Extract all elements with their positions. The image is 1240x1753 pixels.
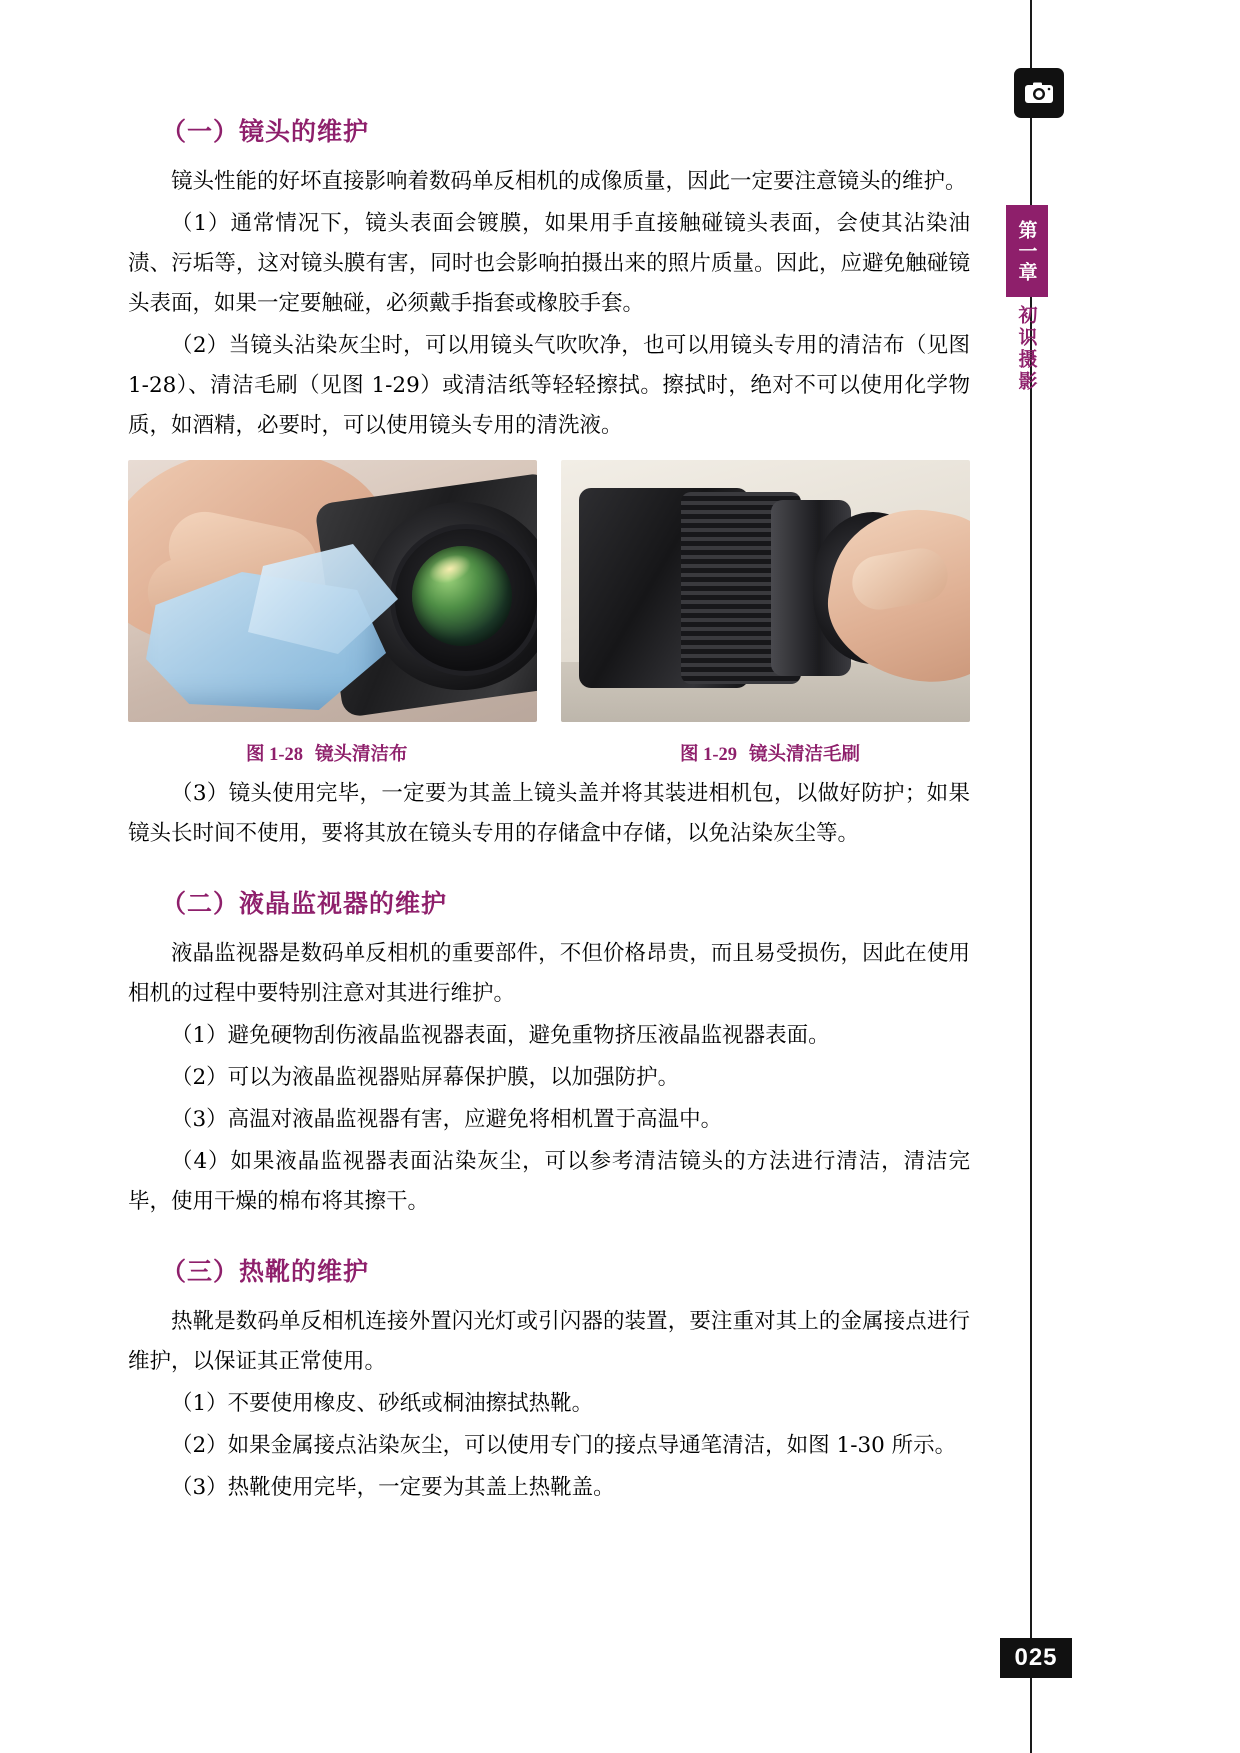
figure-number: 图 1-28 bbox=[246, 745, 304, 765]
chapter-subtitle bbox=[1006, 305, 1048, 393]
figure-caption-1-28 bbox=[246, 740, 408, 766]
chapter-subtitle-label: 初识摄影 bbox=[1015, 305, 1038, 393]
page-number: 025 bbox=[1000, 1638, 1072, 1678]
figure-row bbox=[128, 460, 970, 730]
paragraph: （1）通常情况下，镜头表面会镀膜，如果用手直接触碰镜头表面，会使其沾染油渍、污垢等，这对镜头膜有害，同时也会影响拍摄出来的照片质量。因此，应避免触碰镜头表面，如果一定要触碰，必须戴手指套或橡胶手套。 bbox=[128, 211, 970, 316]
section-heading-two: （二）液晶监视器的维护 bbox=[161, 889, 448, 918]
figure-caption-1-29 bbox=[680, 740, 860, 766]
figure-caption-row bbox=[128, 740, 970, 774]
page-content bbox=[128, 112, 970, 1510]
paragraph: （2）可以为液晶监视器贴屏幕保护膜，以加强防护。 bbox=[171, 1065, 680, 1090]
paragraph: （3）热靴使用完毕，一定要为其盖上热靴盖。 bbox=[171, 1475, 615, 1500]
paragraph: （1）避免硬物刮伤液晶监视器表面，避免重物挤压液晶监视器表面。 bbox=[171, 1023, 830, 1048]
figure-caption-text: 镜头清洁毛刷 bbox=[749, 744, 861, 765]
paragraph: （3）镜头使用完毕，一定要为其盖上镜头盖并将其装进相机包，以做好防护；如果镜头长时间不使用，要将其放在镜头专用的存储盒中存储，以免沾染灰尘等。 bbox=[128, 781, 970, 846]
figure-image-1-28 bbox=[128, 460, 537, 722]
section-heading-one: （一）镜头的维护 bbox=[161, 117, 370, 146]
paragraph: （2）如果金属接点沾染灰尘，可以使用专门的接点导通笔清洁，如图 1-30 所示。 bbox=[171, 1433, 957, 1458]
figure-image-1-29 bbox=[561, 460, 970, 722]
paragraph: 液晶监视器是数码单反相机的重要部件，不但价格昂贵，而且易受损伤，因此在使用相机的过程中要特别注意对其进行维护。 bbox=[128, 941, 970, 1006]
figure-number: 图 1-29 bbox=[680, 745, 738, 765]
figure-caption-text: 镜头清洁布 bbox=[315, 744, 408, 765]
paragraph: 热靴是数码单反相机连接外置闪光灯或引闪器的装置，要注重对其上的金属接点进行维护，以保证其正常使用。 bbox=[128, 1309, 970, 1374]
chapter-tab-label: 第一章 bbox=[1015, 219, 1038, 283]
chapter-tab bbox=[1006, 205, 1048, 297]
section-heading-three: （三）热靴的维护 bbox=[161, 1257, 370, 1286]
paragraph: 镜头性能的好坏直接影响着数码单反相机的成像质量，因此一定要注意镜头的维护。 bbox=[171, 169, 967, 194]
paragraph: （3）高温对液晶监视器有害，应避免将相机置于高温中。 bbox=[171, 1107, 723, 1132]
paragraph: （2）当镜头沾染灰尘时，可以用镜头气吹吹净，也可以用镜头专用的清洁布（见图 1-28）、清洁毛刷（见图 1-29）或清洁纸等轻轻擦拭。擦拭时，绝对不可以使用化学物质，如酒精，必要时，可以使用镜头专用的清洗液。 bbox=[128, 333, 970, 438]
paragraph: （4）如果液晶监视器表面沾染灰尘，可以参考清洁镜头的方法进行清洁，清洁完毕，使用干燥的棉布将其擦干。 bbox=[128, 1149, 970, 1214]
camera-icon bbox=[1014, 68, 1064, 118]
paragraph: （1）不要使用橡皮、砂纸或桐油擦拭热靴。 bbox=[171, 1391, 594, 1416]
